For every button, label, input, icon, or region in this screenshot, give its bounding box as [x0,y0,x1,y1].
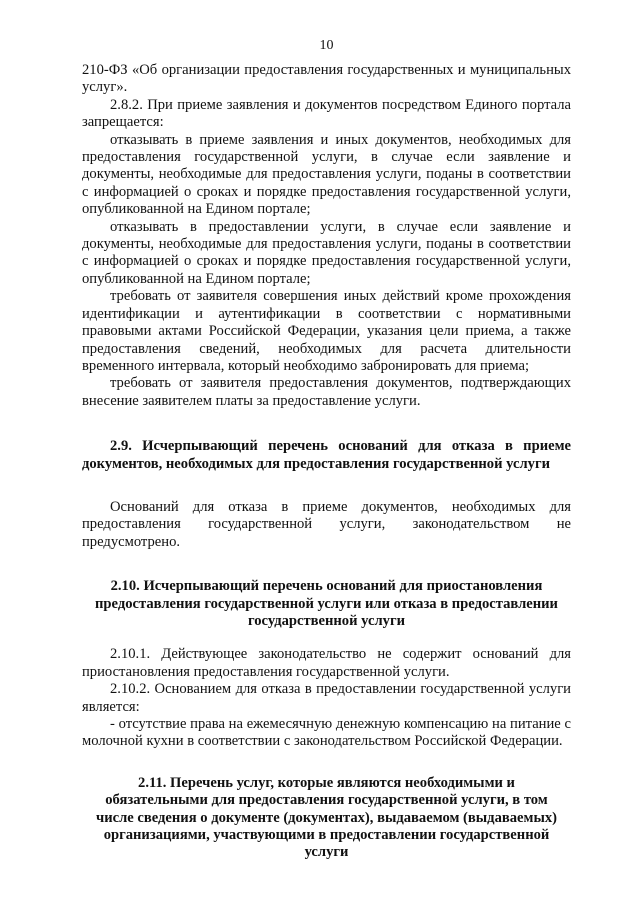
page-number: 10 [319,38,334,53]
section-2-9-text: Оснований для отказа в приеме документов, необходимых для предоставления государственной услуги, законодательством не предусмотрено. [82,498,571,550]
section-heading-2-10 [82,578,571,630]
list-item-require-payment-docs: требовать от заявителя предоставления документов, подтверждающих внесение заявителем платы за предоставление услуги. [82,375,571,409]
section-heading-2-11 [82,775,571,862]
paragraph-2-8-2: 2.8.2. При приеме заявления и документов посредством Единого портала запрещается: [82,96,571,131]
paragraph-2-10-2: 2.10.2. Основанием для отказа в предоставлении государственной услуги является: [82,681,571,715]
paragraph-2-10-1: 2.10.1. Действующее законодательство не содержит оснований для приостановления предоставления государственной услуги. [82,646,571,680]
paragraph-law-reference: 210-ФЗ «Об организации предоставления государственных и муниципальных услуг». [82,62,571,96]
section-heading-2-11-line: услуги [304,844,349,861]
section-heading-2-10-line: 2.10. Исчерпывающий перечень оснований для приостановления [110,578,543,595]
section-heading-2-11-line: числе сведения о документе (документах), выдаваемом (выдаваемых) [95,809,558,826]
list-item-no-right-compensation: - отсутствие права на ежемесячную денежную компенсацию на питание с молочной кухни в соответствии с законодательством Российской Федерации. [82,716,571,750]
list-item-refuse-acceptance: отказывать в приеме заявления и иных документов, необходимых для предоставления государственной услуги, в случае если заявление и документы, необходимые для предоставления услуги, поданы в соответствии с информацией о сроках и порядке предоставления государственной услуги, опубликованной на Едином портале; [82,131,571,218]
list-item-require-actions: требовать от заявителя совершения иных действий кроме прохождения идентификации и аутентификации в соответствии с нормативными правовыми актами Российской Федерации, указания цели приема, а также предоставления сведений, необходимых для расчета длительности временного интервала, который необходимо забронировать для приема; [82,288,571,374]
section-heading-2-11-line: организациями, участвующими в предоставлении государственной [103,827,550,844]
section-heading-2-11-line: обязательными для предоставления государственной услуги, в том [105,792,548,809]
section-heading-2-10-line: предоставления государственной услуги или отказа в предоставлении [95,595,558,612]
list-item-refuse-service: отказывать в предоставлении услуги, в случае если заявление и документы, необходимые для предоставления услуги, поданы в соответствии с информацией о сроках и порядке предоставления государственной услуги, опубликованной на Едином портале; [82,218,571,287]
section-heading-2-10-line: государственной услуги [247,612,406,629]
section-heading-2-11-line: 2.11. Перечень услуг, которые являются необходимыми и [138,774,515,791]
section-heading-2-9: 2.9. Исчерпывающий перечень оснований для отказа в приеме документов, необходимых для предоставления государственной услуги [82,438,571,472]
